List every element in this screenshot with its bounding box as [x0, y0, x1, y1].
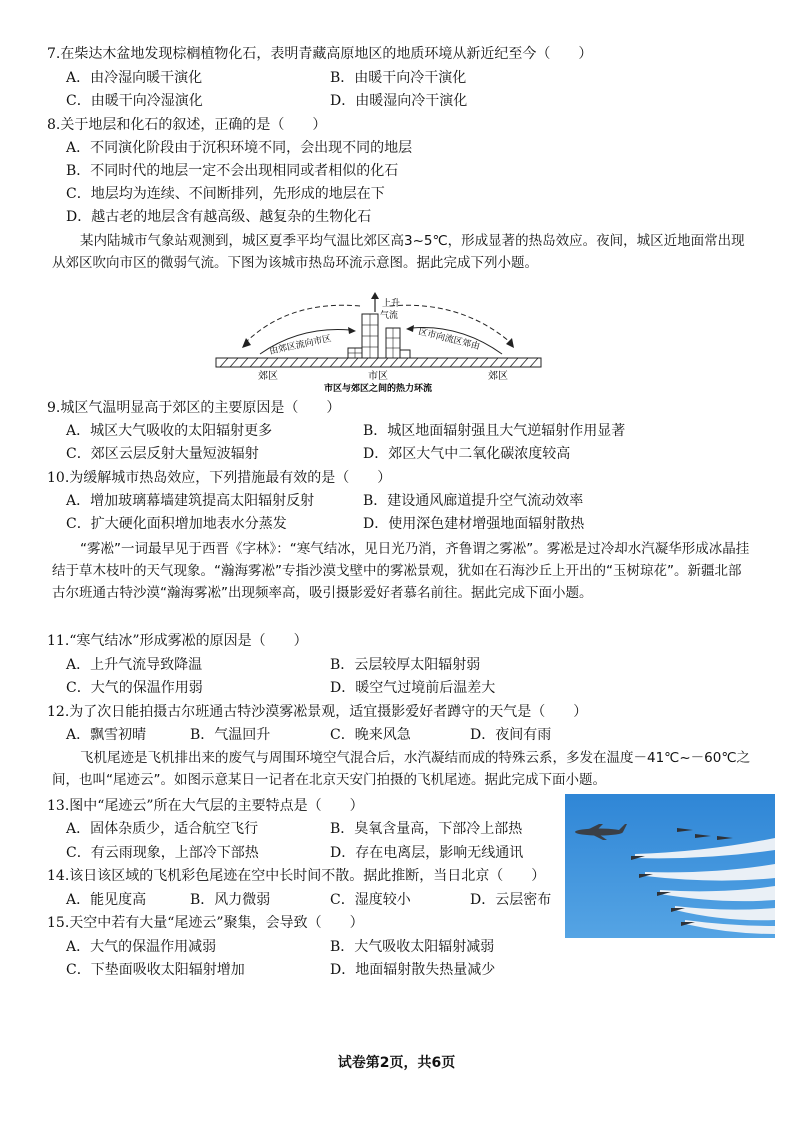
q15-option-d: D．地面辐射散失热量减少 [330, 962, 496, 978]
q13-option-b: B．臭氧含量高，下部冷上部热 [330, 821, 523, 837]
q14-option-a: A．能见度高 [66, 892, 147, 908]
city-buildings-icon [348, 314, 410, 358]
question-8: 8.关于地层和化石的叙述，正确的是（ ） [47, 117, 327, 133]
q13-option-c: C．有云雨现象，上部冷下部热 [66, 845, 259, 861]
question-10: 10.为缓解城市热岛效应，下列措施最有效的是（ ） [47, 470, 392, 486]
rising-air-label-2: 气流 [380, 311, 399, 321]
q14-option-d: D．云层密布 [470, 892, 552, 908]
question-15: 15.天空中若有大量“尾迹云”聚集，会导致（ ） [47, 915, 364, 931]
q13-option-a: A．固体杂质少，适合航空飞行 [66, 821, 259, 837]
q15-option-b: B．大气吸收太阳辐射减弱 [330, 939, 495, 955]
right-flow-label: 区市向流区郊由 [417, 327, 481, 353]
contrail-photo [565, 794, 775, 938]
diagram-caption: 市区与郊区之间的热力环流 [324, 384, 433, 394]
q8-option-d: D．越古老的地层含有越高级、越复杂的生物化石 [66, 209, 372, 225]
q7-option-a: A．由冷湿向暖干演化 [66, 70, 203, 86]
q11-option-b: B．云层较厚太阳辐射弱 [330, 657, 481, 673]
question-13: 13.图中“尾迹云”所在大气层的主要特点是（ ） [47, 798, 364, 814]
q10-option-c: C．扩大硬化面积增加地表水分蒸发 [66, 516, 287, 532]
question-11: 11.“寒气结冰”形成雾凇的原因是（ ） [47, 633, 308, 649]
suburb-right-label: 郊区 [488, 371, 508, 382]
q15-option-a: A．大气的保温作用减弱 [66, 939, 217, 955]
q11-option-d: D．暖空气过境前后温差大 [330, 680, 496, 696]
q8-option-c: C．地层均为连续、不间断排列，先形成的地层在下 [66, 186, 385, 202]
city-label: 市区 [368, 371, 388, 382]
left-flow-label: 由郊区流向市区 [268, 334, 333, 357]
q12-option-a: A．飘雪初晴 [66, 727, 147, 743]
question-12: 12.为了次日能拍摄古尔班通古特沙漠雾凇景观，适宜摄影爱好者蹲守的天气是（ ） [47, 704, 588, 720]
page-footer: 试卷第2页，共6页 [337, 1055, 456, 1071]
q9-option-b: B．城区地面辐射强且大气逆辐射作用显著 [363, 423, 626, 439]
q15-option-c: C．下垫面吸收太阳辐射增加 [66, 962, 245, 978]
passage-contrail: 飞机尾迹是飞机排出来的废气与周围环境空气混合后，水汽凝结而成的特殊云系，多发在温度－41℃~－60℃之间，也叫“尾迹云”。如图示意某日一记者在北京天安门拍摄的飞机尾迹。据此完成下面小题。 [52, 750, 750, 788]
q14-option-c: C．湿度较小 [330, 892, 411, 908]
q10-option-b: B．建设通风廊道提升空气流动效率 [363, 493, 584, 509]
q11-option-c: C．大气的保温作用弱 [66, 680, 203, 696]
q13-option-d: D．存在电离层，影响无线通讯 [330, 845, 524, 861]
q14-option-b: B．风力微弱 [190, 892, 271, 908]
q7-option-d: D．由暖湿向冷干演化 [330, 93, 468, 109]
question-7: 7.在柴达木盆地发现棕榈植物化石，表明青藏高原地区的地质环境从新近纪至今（ ） [47, 46, 593, 62]
q7-option-c: C．由暖干向冷湿演化 [66, 93, 203, 109]
q10-option-a: A．增加玻璃幕墙建筑提高太阳辐射反射 [66, 493, 315, 509]
suburb-left-label: 郊区 [258, 371, 278, 382]
question-9: 9.城区气温明显高于郊区的主要原因是（ ） [47, 400, 341, 416]
passage-heat-island: 某内陆城市气象站观测到，城区夏季平均气温比郊区高3~5℃，形成显著的热岛效应。夜间，城区近地面常出现从郊区吹向市区的微弱气流。下图为该城市热岛环流示意图。据此完成下列小题。 [52, 233, 745, 271]
q12-option-d: D．夜间有雨 [470, 727, 552, 743]
q9-option-a: A．城区大气吸收的太阳辐射更多 [66, 423, 273, 439]
q11-option-a: A．上升气流导致降温 [66, 657, 203, 673]
q7-option-b: B．由暖干向冷干演化 [330, 70, 467, 86]
heat-island-diagram [210, 292, 550, 394]
q9-option-d: D．郊区大气中二氧化碳浓度较高 [363, 446, 571, 462]
q8-option-b: B．不同时代的地层一定不会出现相同或者相似的化石 [66, 163, 399, 179]
q10-option-d: D．使用深色建材增强地面辐射散热 [363, 516, 585, 532]
rising-air-label-1: 上升 [382, 299, 401, 309]
question-14: 14.该日该区域的飞机彩色尾迹在空中长时间不散。据此推断，当日北京（ ） [47, 868, 546, 884]
passage-rime: “雾凇”一词最早见于西晋《字林》：“寒气结冰，见日光乃消，齐鲁谓之雾凇”。雾凇是过冷却水汽凝华形成冰晶挂结于草木枝叶的天气现象。“瀚海雾凇”专指沙漠戈壁中的雾凇景观，犹如在石海沙丘上开出的“玉树琼花”。新疆北部古尔班通古特沙漠“瀚海雾凇”出现频率高，吸引摄影爱好者慕名前往。据此完成下面小题。 [52, 541, 750, 601]
q12-option-b: B．气温回升 [190, 727, 271, 743]
q12-option-c: C．晚来风急 [330, 727, 411, 743]
q9-option-c: C．郊区云层反射大量短波辐射 [66, 446, 259, 462]
q8-option-a: A．不同演化阶段由于沉积环境不同，会出现不同的地层 [66, 140, 413, 156]
